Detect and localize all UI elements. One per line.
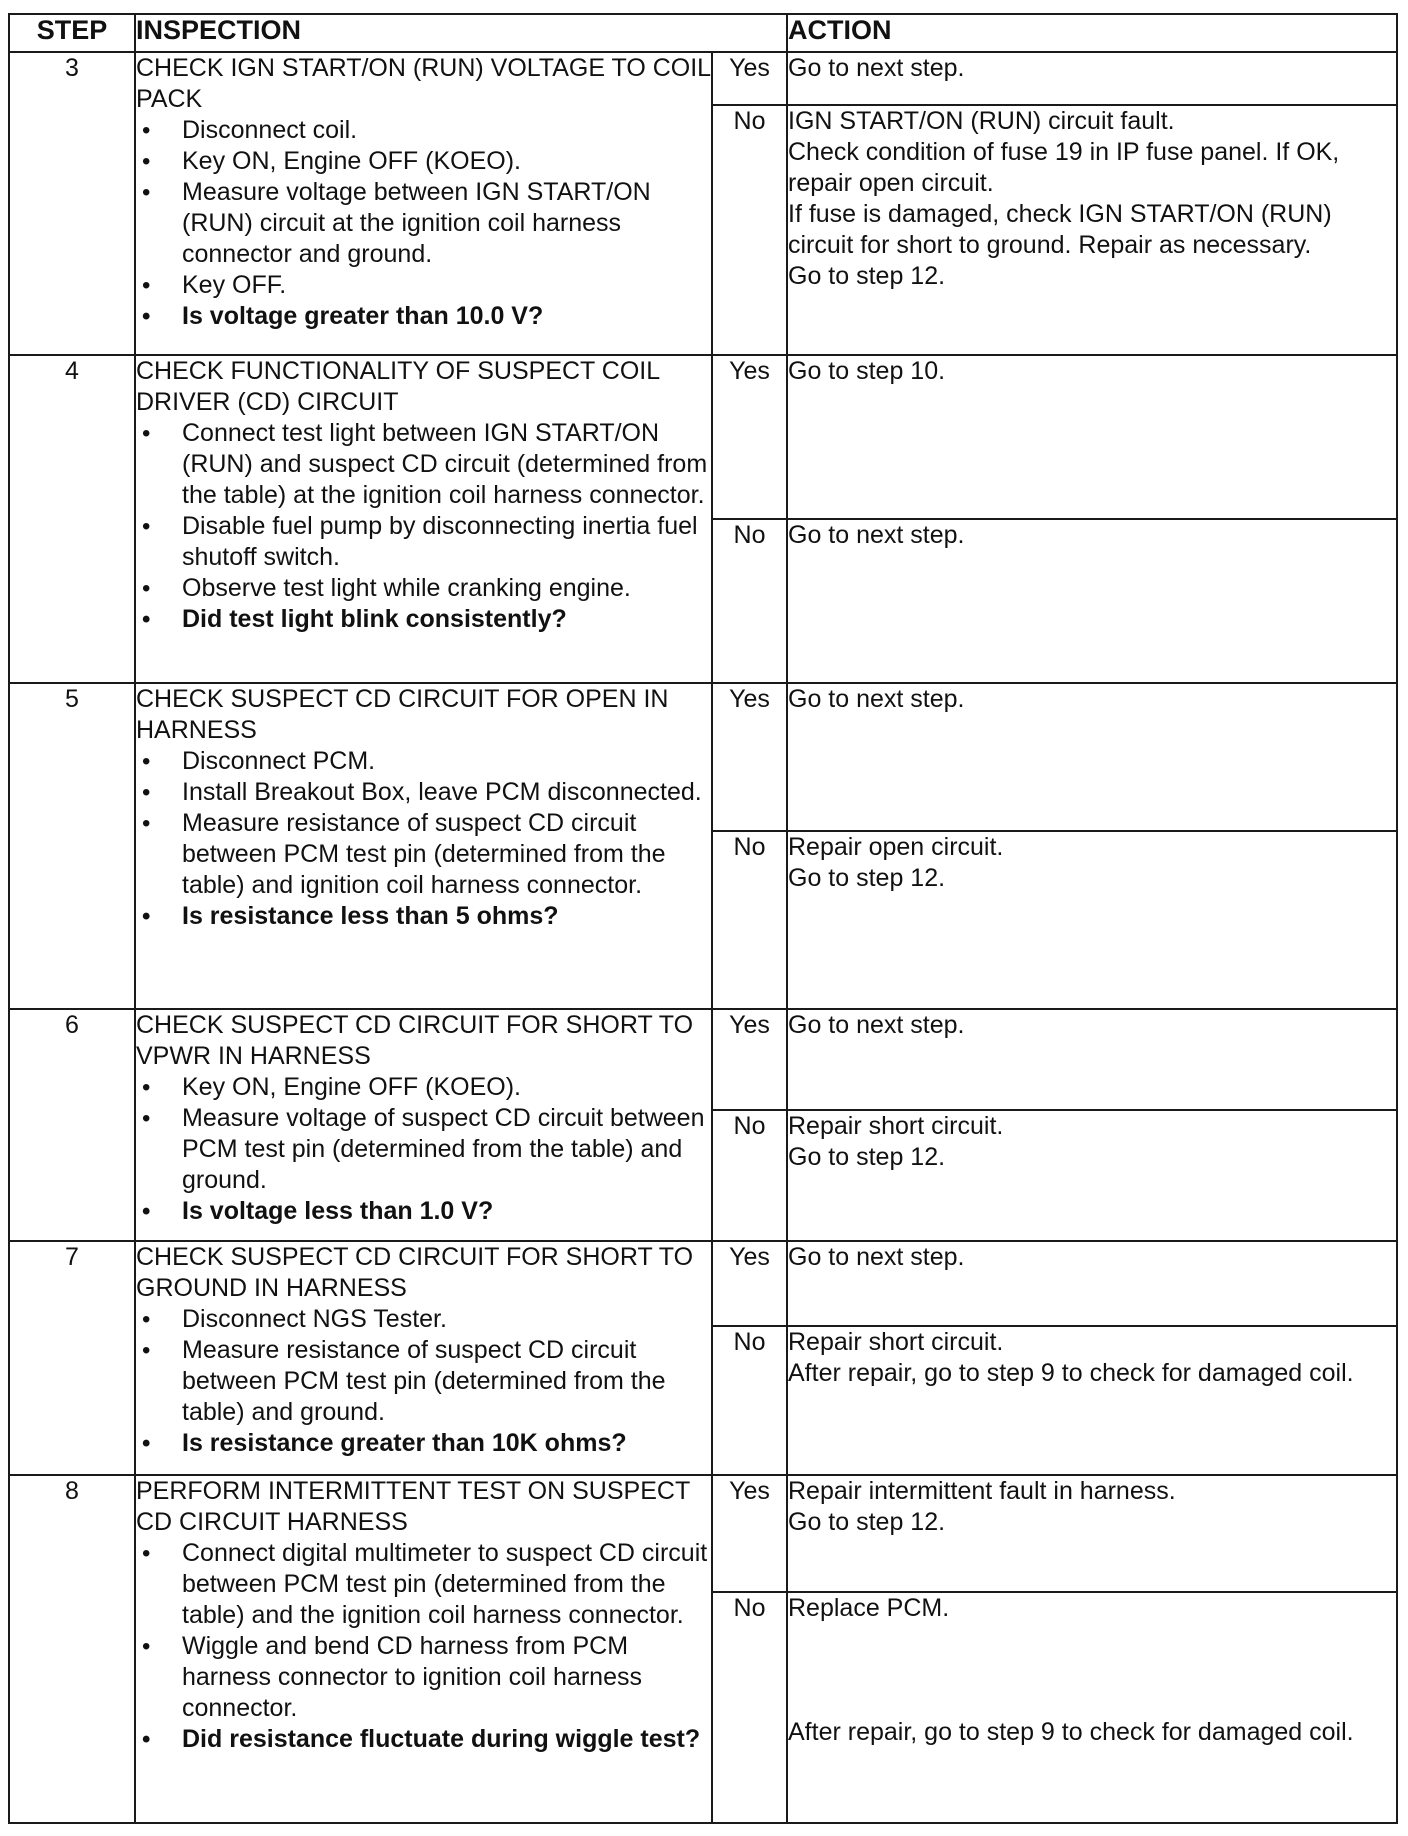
inspection-question: • Is voltage less than 1.0 V? [136, 1196, 711, 1227]
inspection-title: CHECK FUNCTIONALITY OF SUSPECT COIL DRIVER (CD) CIRCUIT [136, 357, 660, 416]
action-line: IGN START/ON (RUN) circuit fault. [788, 107, 1175, 135]
yes-action [787, 1009, 1397, 1110]
table-row [9, 1475, 1397, 1592]
bullet-item: • Disconnect NGS Tester. [136, 1304, 711, 1335]
no-label: No [712, 1110, 787, 1241]
action-line: If fuse is damaged, check IGN START/ON (RUN) circuit for short to ground. Repair as necessary. [788, 200, 1332, 259]
bullet-item: • Disconnect PCM. [136, 746, 711, 777]
bullet-item: • Connect test light between IGN START/ON (RUN) and suspect CD circuit (determined from the table) at the ignition coil harness connector. [136, 418, 711, 511]
action-line: Repair short circuit. [788, 1112, 1004, 1140]
action-line: Go to next step. [788, 1011, 965, 1039]
no-action [787, 831, 1397, 1009]
action-line: Go to step 10. [788, 357, 946, 385]
step-number: 8 [9, 1475, 135, 1823]
inspection-question: • Did test light blink consistently? [136, 604, 711, 635]
no-action [787, 519, 1397, 683]
inspection-question: • Is resistance less than 5 ohms? [136, 901, 711, 932]
no-label: No [712, 519, 787, 683]
step-number: 7 [9, 1241, 135, 1475]
action-line: After repair, go to step 9 to check for damaged coil. [788, 1359, 1354, 1387]
yes-action [787, 355, 1397, 519]
yes-label: Yes [712, 355, 787, 519]
action-line: Repair open circuit. [788, 833, 1004, 861]
inspection-bullets [136, 1538, 711, 1755]
bullet-item: • Wiggle and bend CD harness from PCM harness connector to ignition coil harness connector. [136, 1631, 711, 1724]
bullet-item: • Observe test light while cranking engine. [136, 573, 711, 604]
inspection-question: • Did resistance fluctuate during wiggle test? [136, 1724, 711, 1755]
no-action [787, 1326, 1397, 1475]
yes-label: Yes [712, 1475, 787, 1592]
blank-gap [788, 1624, 1396, 1717]
yes-action [787, 1241, 1397, 1326]
no-label: No [712, 1326, 787, 1475]
inspection-title: CHECK SUSPECT CD CIRCUIT FOR OPEN IN HARNESS [136, 685, 669, 744]
inspection-cell [135, 1009, 712, 1241]
inspection-bullets [136, 418, 711, 635]
header-step: STEP [9, 14, 135, 52]
bullet-item: • Disable fuel pump by disconnecting inertia fuel shutoff switch. [136, 511, 711, 573]
bullet-item: • Key OFF. [136, 270, 711, 301]
bullet-item: • Key ON, Engine OFF (KOEO). [136, 1072, 711, 1103]
bullet-item: • Disconnect coil. [136, 115, 711, 146]
inspection-cell [135, 52, 712, 355]
bullet-item: • Measure resistance of suspect CD circuit between PCM test pin (determined from the table) and ground. [136, 1335, 711, 1428]
action-line: Go to next step. [788, 685, 965, 713]
action-line: Go to next step. [788, 521, 965, 549]
no-action [787, 1110, 1397, 1241]
yes-label: Yes [712, 1241, 787, 1326]
inspection-bullets [136, 1304, 711, 1459]
bullet-item: • Key ON, Engine OFF (KOEO). [136, 146, 711, 177]
yes-label: Yes [712, 52, 787, 105]
table-row [9, 683, 1397, 831]
yes-label: Yes [712, 683, 787, 831]
table-row [9, 52, 1397, 105]
bullet-item: • Install Breakout Box, leave PCM disconnected. [136, 777, 711, 808]
header-inspection: INSPECTION [135, 14, 787, 52]
step-number: 5 [9, 683, 135, 1009]
inspection-cell [135, 355, 712, 683]
table-row [9, 355, 1397, 519]
step-number: 6 [9, 1009, 135, 1241]
table-header-row [9, 14, 1397, 52]
inspection-question: • Is voltage greater than 10.0 V? [136, 301, 711, 332]
no-label: No [712, 831, 787, 1009]
action-line: Go to next step. [788, 54, 965, 82]
inspection-cell [135, 1475, 712, 1823]
action-line: Repair intermittent fault in harness. [788, 1477, 1176, 1505]
bullet-item: • Connect digital multimeter to suspect CD circuit between PCM test pin (determined from the table) and the ignition coil harness connector. [136, 1538, 711, 1631]
action-line: Go to step 12. [788, 262, 946, 290]
action-line: Go to step 12. [788, 1143, 946, 1171]
inspection-question: • Is resistance greater than 10K ohms? [136, 1428, 711, 1459]
inspection-title: CHECK SUSPECT CD CIRCUIT FOR SHORT TO GROUND IN HARNESS [136, 1243, 694, 1302]
no-action [787, 1592, 1397, 1823]
action-line: Go to next step. [788, 1243, 965, 1271]
header-action: ACTION [787, 14, 1397, 52]
yes-action [787, 683, 1397, 831]
yes-label: Yes [712, 1009, 787, 1110]
action-line: Check condition of fuse 19 in IP fuse panel. If OK, repair open circuit. [788, 138, 1340, 197]
inspection-bullets [136, 746, 711, 932]
inspection-bullets [136, 115, 711, 332]
inspection-cell [135, 1241, 712, 1475]
inspection-cell [135, 683, 712, 1009]
bullet-item: • Measure voltage of suspect CD circuit between PCM test pin (determined from the table) and ground. [136, 1103, 711, 1196]
action-line: Repair short circuit. [788, 1328, 1004, 1356]
action-line: After repair, go to step 9 to check for damaged coil. [788, 1718, 1354, 1746]
step-number: 4 [9, 355, 135, 683]
inspection-bullets [136, 1072, 711, 1227]
action-line: Go to step 12. [788, 864, 946, 892]
yes-action [787, 52, 1397, 105]
inspection-title: CHECK SUSPECT CD CIRCUIT FOR SHORT TO VPWR IN HARNESS [136, 1011, 694, 1070]
action-line: Replace PCM. [788, 1594, 950, 1622]
no-action [787, 105, 1397, 355]
no-label: No [712, 105, 787, 355]
bullet-item: • Measure voltage between IGN START/ON (RUN) circuit at the ignition coil harness connector and ground. [136, 177, 711, 270]
no-label: No [712, 1592, 787, 1823]
table-row [9, 1009, 1397, 1110]
yes-action [787, 1475, 1397, 1592]
diagnostic-table [8, 13, 1398, 1824]
action-line: Go to step 12. [788, 1508, 946, 1536]
inspection-title: CHECK IGN START/ON (RUN) VOLTAGE TO COIL PACK [136, 54, 711, 113]
inspection-title: PERFORM INTERMITTENT TEST ON SUSPECT CD CIRCUIT HARNESS [136, 1477, 690, 1536]
step-number: 3 [9, 52, 135, 355]
bullet-item: • Measure resistance of suspect CD circuit between PCM test pin (determined from the table) and ignition coil harness connector. [136, 808, 711, 901]
table-row [9, 1241, 1397, 1326]
